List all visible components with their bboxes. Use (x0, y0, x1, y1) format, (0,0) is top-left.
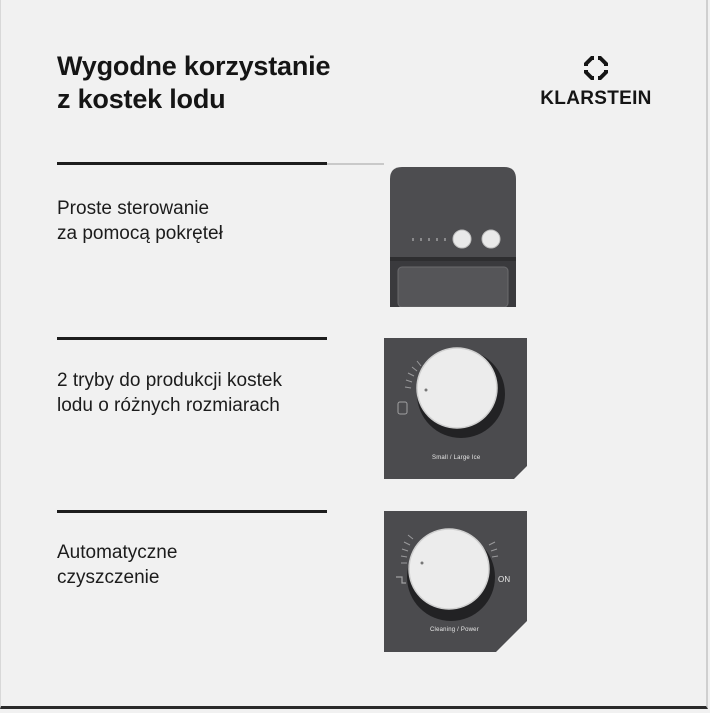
brand-name: KLARSTEIN (540, 88, 652, 109)
feature-1-line-2: za pomocą pokręteł (57, 223, 223, 244)
klarstein-logo-icon (582, 54, 610, 82)
knob-label-ice-size: Small / Large Ice (432, 455, 481, 461)
title-line-1: Wygodne korzystanie (57, 51, 331, 81)
feature-2-line-2: lodu o różnych rozmiarach (57, 395, 280, 416)
control-panel-photo (388, 167, 518, 307)
cleaning-power-knob-photo (384, 511, 527, 652)
brand-logo (534, 54, 658, 110)
title-line-2: z kostek lodu (57, 84, 226, 114)
ice-size-knob-photo (384, 338, 527, 479)
section-divider-1-light (327, 163, 384, 165)
knob-label-cleaning-power: Cleaning / Power (430, 627, 479, 633)
page-title (57, 50, 330, 116)
feature-3-line-2: czyszczenie (57, 567, 160, 588)
feature-text-1 (57, 196, 223, 246)
feature-2-line-1: 2 tryby do produkcji kostek (57, 370, 282, 391)
section-divider-1 (57, 162, 327, 165)
feature-text-3 (57, 540, 177, 590)
feature-text-2 (57, 368, 282, 418)
feature-1-line-1: Proste sterowanie (57, 198, 210, 219)
knob-on-label: ON (498, 575, 511, 584)
feature-3-line-1: Automatyczne (57, 542, 178, 563)
section-divider-2 (57, 337, 327, 340)
section-divider-3 (57, 510, 327, 513)
